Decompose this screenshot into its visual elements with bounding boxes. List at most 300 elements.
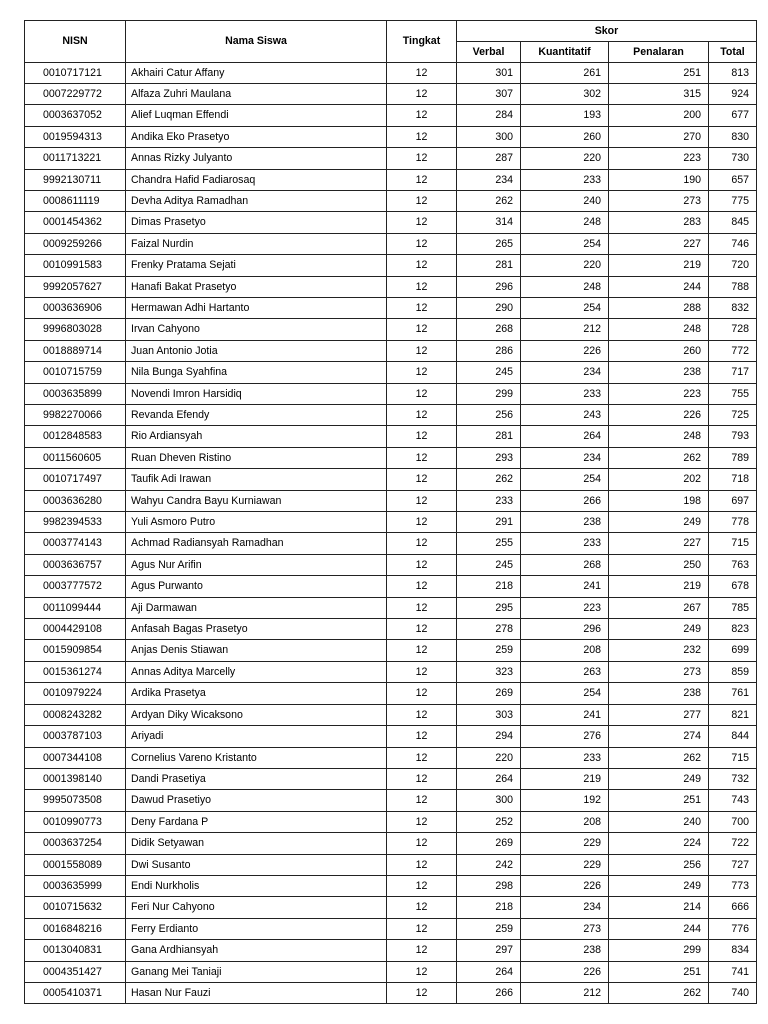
cell-total: 788 bbox=[709, 276, 757, 297]
cell-penalaran: 244 bbox=[609, 918, 709, 939]
cell-kuantitatif: 273 bbox=[521, 918, 609, 939]
cell-total: 727 bbox=[709, 854, 757, 875]
cell-total: 834 bbox=[709, 940, 757, 961]
cell-verbal: 281 bbox=[457, 255, 521, 276]
cell-verbal: 298 bbox=[457, 875, 521, 896]
table-header bbox=[25, 21, 757, 63]
cell-nama-siswa: Alief Luqman Effendi bbox=[126, 105, 387, 126]
cell-nama-siswa: Ariyadi bbox=[126, 726, 387, 747]
cell-tingkat: 12 bbox=[387, 426, 457, 447]
cell-kuantitatif: 193 bbox=[521, 105, 609, 126]
cell-nisn: 0003636280 bbox=[25, 490, 126, 511]
cell-kuantitatif: 220 bbox=[521, 148, 609, 169]
cell-nisn: 0003777572 bbox=[25, 576, 126, 597]
cell-kuantitatif: 238 bbox=[521, 512, 609, 533]
cell-tingkat: 12 bbox=[387, 683, 457, 704]
header-total: Total bbox=[709, 41, 757, 62]
cell-total: 743 bbox=[709, 790, 757, 811]
cell-penalaran: 270 bbox=[609, 126, 709, 147]
cell-nama-siswa: Ardika Prasetya bbox=[126, 683, 387, 704]
cell-verbal: 264 bbox=[457, 961, 521, 982]
cell-tingkat: 12 bbox=[387, 704, 457, 725]
cell-kuantitatif: 302 bbox=[521, 83, 609, 104]
cell-penalaran: 238 bbox=[609, 683, 709, 704]
header-penalaran: Penalaran bbox=[609, 41, 709, 62]
cell-nisn: 0016848216 bbox=[25, 918, 126, 939]
table-row bbox=[25, 833, 757, 854]
table-row bbox=[25, 726, 757, 747]
cell-penalaran: 277 bbox=[609, 704, 709, 725]
cell-penalaran: 299 bbox=[609, 940, 709, 961]
cell-total: 823 bbox=[709, 619, 757, 640]
cell-nisn: 0003774143 bbox=[25, 533, 126, 554]
cell-kuantitatif: 233 bbox=[521, 169, 609, 190]
cell-penalaran: 249 bbox=[609, 512, 709, 533]
cell-verbal: 300 bbox=[457, 126, 521, 147]
cell-penalaran: 244 bbox=[609, 276, 709, 297]
cell-tingkat: 12 bbox=[387, 554, 457, 575]
cell-total: 718 bbox=[709, 469, 757, 490]
cell-nisn: 0008243282 bbox=[25, 704, 126, 725]
table-row bbox=[25, 362, 757, 383]
cell-penalaran: 238 bbox=[609, 362, 709, 383]
cell-total: 741 bbox=[709, 961, 757, 982]
cell-verbal: 259 bbox=[457, 918, 521, 939]
cell-penalaran: 256 bbox=[609, 854, 709, 875]
cell-nama-siswa: Rio Ardiansyah bbox=[126, 426, 387, 447]
cell-verbal: 300 bbox=[457, 790, 521, 811]
table-row bbox=[25, 918, 757, 939]
cell-total: 859 bbox=[709, 661, 757, 682]
cell-kuantitatif: 233 bbox=[521, 383, 609, 404]
cell-nisn: 0001398140 bbox=[25, 768, 126, 789]
cell-tingkat: 12 bbox=[387, 854, 457, 875]
cell-nisn: 0007229772 bbox=[25, 83, 126, 104]
cell-nama-siswa: Faizal Nurdin bbox=[126, 233, 387, 254]
cell-nisn: 0019594313 bbox=[25, 126, 126, 147]
cell-verbal: 296 bbox=[457, 276, 521, 297]
cell-verbal: 256 bbox=[457, 405, 521, 426]
header-tingkat: Tingkat bbox=[387, 21, 457, 63]
cell-nama-siswa: Devha Aditya Ramadhan bbox=[126, 190, 387, 211]
cell-penalaran: 200 bbox=[609, 105, 709, 126]
cell-tingkat: 12 bbox=[387, 212, 457, 233]
cell-nama-siswa: Achmad Radiansyah Ramadhan bbox=[126, 533, 387, 554]
table-row bbox=[25, 83, 757, 104]
table-row bbox=[25, 447, 757, 468]
cell-penalaran: 190 bbox=[609, 169, 709, 190]
cell-verbal: 262 bbox=[457, 190, 521, 211]
cell-nisn: 0010979224 bbox=[25, 683, 126, 704]
cell-nama-siswa: Agus Nur Arifin bbox=[126, 554, 387, 575]
cell-nama-siswa: Annas Rizky Julyanto bbox=[126, 148, 387, 169]
cell-penalaran: 223 bbox=[609, 383, 709, 404]
cell-penalaran: 214 bbox=[609, 897, 709, 918]
table-row bbox=[25, 426, 757, 447]
cell-nisn: 0012848583 bbox=[25, 426, 126, 447]
cell-total: 715 bbox=[709, 747, 757, 768]
table-row bbox=[25, 169, 757, 190]
cell-tingkat: 12 bbox=[387, 918, 457, 939]
cell-kuantitatif: 248 bbox=[521, 276, 609, 297]
cell-tingkat: 12 bbox=[387, 469, 457, 490]
cell-nisn: 0011099444 bbox=[25, 597, 126, 618]
cell-penalaran: 223 bbox=[609, 148, 709, 169]
cell-nama-siswa: Revanda Efendy bbox=[126, 405, 387, 426]
cell-penalaran: 202 bbox=[609, 469, 709, 490]
cell-nama-siswa: Aji Darmawan bbox=[126, 597, 387, 618]
cell-penalaran: 262 bbox=[609, 447, 709, 468]
cell-kuantitatif: 238 bbox=[521, 940, 609, 961]
cell-verbal: 265 bbox=[457, 233, 521, 254]
table-row bbox=[25, 105, 757, 126]
cell-total: 717 bbox=[709, 362, 757, 383]
cell-nisn: 9982394533 bbox=[25, 512, 126, 533]
cell-total: 776 bbox=[709, 918, 757, 939]
cell-verbal: 303 bbox=[457, 704, 521, 725]
cell-total: 844 bbox=[709, 726, 757, 747]
cell-tingkat: 12 bbox=[387, 811, 457, 832]
cell-nisn: 0003637254 bbox=[25, 833, 126, 854]
cell-nama-siswa: Frenky Pratama Sejati bbox=[126, 255, 387, 276]
cell-kuantitatif: 208 bbox=[521, 811, 609, 832]
cell-tingkat: 12 bbox=[387, 169, 457, 190]
cell-nama-siswa: Anjas Denis Stiawan bbox=[126, 640, 387, 661]
cell-nisn: 0010990773 bbox=[25, 811, 126, 832]
cell-nama-siswa: Dandi Prasetiya bbox=[126, 768, 387, 789]
cell-verbal: 220 bbox=[457, 747, 521, 768]
cell-penalaran: 288 bbox=[609, 297, 709, 318]
cell-tingkat: 12 bbox=[387, 790, 457, 811]
cell-tingkat: 12 bbox=[387, 83, 457, 104]
cell-tingkat: 12 bbox=[387, 940, 457, 961]
cell-kuantitatif: 248 bbox=[521, 212, 609, 233]
cell-nisn: 0010715759 bbox=[25, 362, 126, 383]
cell-total: 772 bbox=[709, 340, 757, 361]
cell-verbal: 233 bbox=[457, 490, 521, 511]
cell-total: 746 bbox=[709, 233, 757, 254]
cell-nama-siswa: Hanafi Bakat Prasetyo bbox=[126, 276, 387, 297]
cell-nisn: 0010991583 bbox=[25, 255, 126, 276]
cell-tingkat: 12 bbox=[387, 576, 457, 597]
cell-nama-siswa: Anfasah Bagas Prasetyo bbox=[126, 619, 387, 640]
cell-total: 793 bbox=[709, 426, 757, 447]
score-table-container bbox=[24, 20, 756, 1004]
cell-nama-siswa: Gana Ardhiansyah bbox=[126, 940, 387, 961]
cell-tingkat: 12 bbox=[387, 833, 457, 854]
cell-kuantitatif: 241 bbox=[521, 704, 609, 725]
cell-verbal: 262 bbox=[457, 469, 521, 490]
cell-tingkat: 12 bbox=[387, 768, 457, 789]
table-row bbox=[25, 940, 757, 961]
cell-verbal: 252 bbox=[457, 811, 521, 832]
cell-kuantitatif: 254 bbox=[521, 469, 609, 490]
table-row bbox=[25, 190, 757, 211]
table-row bbox=[25, 790, 757, 811]
table-row bbox=[25, 897, 757, 918]
cell-tingkat: 12 bbox=[387, 362, 457, 383]
cell-nama-siswa: Annas Aditya Marcelly bbox=[126, 661, 387, 682]
cell-verbal: 299 bbox=[457, 383, 521, 404]
cell-penalaran: 240 bbox=[609, 811, 709, 832]
cell-nisn: 0008611119 bbox=[25, 190, 126, 211]
table-row bbox=[25, 640, 757, 661]
cell-nisn: 0015909854 bbox=[25, 640, 126, 661]
cell-kuantitatif: 276 bbox=[521, 726, 609, 747]
cell-penalaran: 248 bbox=[609, 319, 709, 340]
cell-total: 773 bbox=[709, 875, 757, 896]
cell-tingkat: 12 bbox=[387, 319, 457, 340]
cell-kuantitatif: 261 bbox=[521, 62, 609, 83]
cell-tingkat: 12 bbox=[387, 405, 457, 426]
cell-nama-siswa: Novendi Imron Harsidiq bbox=[126, 383, 387, 404]
cell-verbal: 287 bbox=[457, 148, 521, 169]
cell-verbal: 245 bbox=[457, 362, 521, 383]
cell-kuantitatif: 254 bbox=[521, 297, 609, 318]
table-row bbox=[25, 255, 757, 276]
cell-nisn: 0003635899 bbox=[25, 383, 126, 404]
cell-nisn: 0011560605 bbox=[25, 447, 126, 468]
cell-nama-siswa: Wahyu Candra Bayu Kurniawan bbox=[126, 490, 387, 511]
table-row bbox=[25, 619, 757, 640]
cell-nama-siswa: Agus Purwanto bbox=[126, 576, 387, 597]
cell-nisn: 0010717497 bbox=[25, 469, 126, 490]
cell-nisn: 0010717121 bbox=[25, 62, 126, 83]
cell-total: 924 bbox=[709, 83, 757, 104]
cell-tingkat: 12 bbox=[387, 982, 457, 1003]
cell-verbal: 295 bbox=[457, 597, 521, 618]
cell-total: 755 bbox=[709, 383, 757, 404]
header-kuantitatif: Kuantitatif bbox=[521, 41, 609, 62]
cell-kuantitatif: 266 bbox=[521, 490, 609, 511]
cell-kuantitatif: 226 bbox=[521, 340, 609, 361]
cell-total: 722 bbox=[709, 833, 757, 854]
cell-nisn: 0004351427 bbox=[25, 961, 126, 982]
table-body bbox=[25, 62, 757, 1004]
cell-verbal: 269 bbox=[457, 833, 521, 854]
cell-kuantitatif: 220 bbox=[521, 255, 609, 276]
cell-tingkat: 12 bbox=[387, 105, 457, 126]
score-table bbox=[24, 20, 757, 1004]
cell-nama-siswa: Ferry Erdianto bbox=[126, 918, 387, 939]
cell-kuantitatif: 254 bbox=[521, 233, 609, 254]
cell-penalaran: 248 bbox=[609, 426, 709, 447]
cell-verbal: 218 bbox=[457, 576, 521, 597]
cell-kuantitatif: 296 bbox=[521, 619, 609, 640]
table-row bbox=[25, 512, 757, 533]
cell-penalaran: 249 bbox=[609, 875, 709, 896]
cell-kuantitatif: 234 bbox=[521, 362, 609, 383]
cell-tingkat: 12 bbox=[387, 897, 457, 918]
cell-verbal: 290 bbox=[457, 297, 521, 318]
cell-penalaran: 219 bbox=[609, 255, 709, 276]
cell-total: 715 bbox=[709, 533, 757, 554]
cell-total: 732 bbox=[709, 768, 757, 789]
table-row bbox=[25, 148, 757, 169]
cell-kuantitatif: 208 bbox=[521, 640, 609, 661]
cell-kuantitatif: 212 bbox=[521, 319, 609, 340]
cell-total: 740 bbox=[709, 982, 757, 1003]
header-verbal: Verbal bbox=[457, 41, 521, 62]
cell-total: 657 bbox=[709, 169, 757, 190]
cell-nama-siswa: Chandra Hafid Fadiarosaq bbox=[126, 169, 387, 190]
cell-penalaran: 273 bbox=[609, 661, 709, 682]
cell-penalaran: 232 bbox=[609, 640, 709, 661]
cell-tingkat: 12 bbox=[387, 533, 457, 554]
cell-tingkat: 12 bbox=[387, 875, 457, 896]
cell-nama-siswa: Taufik Adi Irawan bbox=[126, 469, 387, 490]
cell-nisn: 0003636906 bbox=[25, 297, 126, 318]
cell-tingkat: 12 bbox=[387, 726, 457, 747]
cell-penalaran: 283 bbox=[609, 212, 709, 233]
cell-nisn: 0003787103 bbox=[25, 726, 126, 747]
table-row bbox=[25, 704, 757, 725]
cell-nama-siswa: Ruan Dheven Ristino bbox=[126, 447, 387, 468]
cell-total: 830 bbox=[709, 126, 757, 147]
cell-total: 821 bbox=[709, 704, 757, 725]
cell-verbal: 255 bbox=[457, 533, 521, 554]
cell-total: 785 bbox=[709, 597, 757, 618]
cell-verbal: 293 bbox=[457, 447, 521, 468]
cell-tingkat: 12 bbox=[387, 255, 457, 276]
cell-penalaran: 267 bbox=[609, 597, 709, 618]
cell-penalaran: 251 bbox=[609, 961, 709, 982]
cell-tingkat: 12 bbox=[387, 447, 457, 468]
table-row bbox=[25, 233, 757, 254]
cell-nisn: 0003637052 bbox=[25, 105, 126, 126]
cell-penalaran: 226 bbox=[609, 405, 709, 426]
cell-nama-siswa: Juan Antonio Jotia bbox=[126, 340, 387, 361]
cell-total: 720 bbox=[709, 255, 757, 276]
cell-verbal: 269 bbox=[457, 683, 521, 704]
header-nisn: NISN bbox=[25, 21, 126, 63]
cell-verbal: 314 bbox=[457, 212, 521, 233]
cell-nama-siswa: Hasan Nur Fauzi bbox=[126, 982, 387, 1003]
cell-penalaran: 315 bbox=[609, 83, 709, 104]
cell-verbal: 242 bbox=[457, 854, 521, 875]
cell-verbal: 281 bbox=[457, 426, 521, 447]
table-row bbox=[25, 533, 757, 554]
cell-kuantitatif: 263 bbox=[521, 661, 609, 682]
table-row bbox=[25, 661, 757, 682]
table-row bbox=[25, 982, 757, 1003]
cell-tingkat: 12 bbox=[387, 297, 457, 318]
table-row bbox=[25, 469, 757, 490]
cell-total: 845 bbox=[709, 212, 757, 233]
cell-verbal: 291 bbox=[457, 512, 521, 533]
cell-kuantitatif: 212 bbox=[521, 982, 609, 1003]
table-row bbox=[25, 961, 757, 982]
cell-total: 697 bbox=[709, 490, 757, 511]
table-row bbox=[25, 276, 757, 297]
cell-verbal: 264 bbox=[457, 768, 521, 789]
cell-total: 778 bbox=[709, 512, 757, 533]
cell-total: 677 bbox=[709, 105, 757, 126]
header-nama-siswa: Nama Siswa bbox=[126, 21, 387, 63]
cell-kuantitatif: 233 bbox=[521, 533, 609, 554]
cell-tingkat: 12 bbox=[387, 597, 457, 618]
cell-nama-siswa: Ardyan Diky Wicaksono bbox=[126, 704, 387, 725]
cell-penalaran: 251 bbox=[609, 62, 709, 83]
cell-nisn: 0010715632 bbox=[25, 897, 126, 918]
cell-verbal: 294 bbox=[457, 726, 521, 747]
cell-total: 832 bbox=[709, 297, 757, 318]
cell-nama-siswa: Irvan Cahyono bbox=[126, 319, 387, 340]
cell-nisn: 9996803028 bbox=[25, 319, 126, 340]
cell-verbal: 268 bbox=[457, 319, 521, 340]
cell-total: 725 bbox=[709, 405, 757, 426]
cell-nama-siswa: Dwi Susanto bbox=[126, 854, 387, 875]
cell-tingkat: 12 bbox=[387, 276, 457, 297]
cell-nisn: 0013040831 bbox=[25, 940, 126, 961]
cell-penalaran: 251 bbox=[609, 790, 709, 811]
cell-penalaran: 249 bbox=[609, 619, 709, 640]
cell-tingkat: 12 bbox=[387, 512, 457, 533]
cell-penalaran: 250 bbox=[609, 554, 709, 575]
cell-nisn: 0015361274 bbox=[25, 661, 126, 682]
cell-total: 789 bbox=[709, 447, 757, 468]
cell-nisn: 0003636757 bbox=[25, 554, 126, 575]
table-row bbox=[25, 811, 757, 832]
cell-kuantitatif: 229 bbox=[521, 854, 609, 875]
cell-verbal: 307 bbox=[457, 83, 521, 104]
cell-verbal: 245 bbox=[457, 554, 521, 575]
cell-kuantitatif: 223 bbox=[521, 597, 609, 618]
cell-tingkat: 12 bbox=[387, 190, 457, 211]
table-row bbox=[25, 768, 757, 789]
cell-penalaran: 219 bbox=[609, 576, 709, 597]
cell-kuantitatif: 192 bbox=[521, 790, 609, 811]
cell-tingkat: 12 bbox=[387, 340, 457, 361]
table-row bbox=[25, 576, 757, 597]
cell-penalaran: 198 bbox=[609, 490, 709, 511]
cell-nisn: 0001558089 bbox=[25, 854, 126, 875]
cell-kuantitatif: 268 bbox=[521, 554, 609, 575]
cell-total: 678 bbox=[709, 576, 757, 597]
cell-verbal: 323 bbox=[457, 661, 521, 682]
cell-nisn: 9992130711 bbox=[25, 169, 126, 190]
table-row bbox=[25, 62, 757, 83]
cell-kuantitatif: 240 bbox=[521, 190, 609, 211]
cell-penalaran: 273 bbox=[609, 190, 709, 211]
cell-nama-siswa: Hermawan Adhi Hartanto bbox=[126, 297, 387, 318]
cell-tingkat: 12 bbox=[387, 148, 457, 169]
cell-nisn: 0009259266 bbox=[25, 233, 126, 254]
cell-nisn: 0011713221 bbox=[25, 148, 126, 169]
cell-verbal: 286 bbox=[457, 340, 521, 361]
cell-penalaran: 262 bbox=[609, 747, 709, 768]
cell-nama-siswa: Dimas Prasetyo bbox=[126, 212, 387, 233]
cell-kuantitatif: 226 bbox=[521, 961, 609, 982]
cell-penalaran: 227 bbox=[609, 233, 709, 254]
cell-nisn: 0001454362 bbox=[25, 212, 126, 233]
cell-kuantitatif: 234 bbox=[521, 897, 609, 918]
cell-kuantitatif: 241 bbox=[521, 576, 609, 597]
cell-tingkat: 12 bbox=[387, 233, 457, 254]
table-row bbox=[25, 554, 757, 575]
cell-tingkat: 12 bbox=[387, 747, 457, 768]
cell-nama-siswa: Akhairi Catur Affany bbox=[126, 62, 387, 83]
cell-total: 666 bbox=[709, 897, 757, 918]
cell-tingkat: 12 bbox=[387, 961, 457, 982]
cell-verbal: 234 bbox=[457, 169, 521, 190]
cell-tingkat: 12 bbox=[387, 640, 457, 661]
table-row bbox=[25, 683, 757, 704]
cell-verbal: 284 bbox=[457, 105, 521, 126]
cell-total: 699 bbox=[709, 640, 757, 661]
cell-total: 761 bbox=[709, 683, 757, 704]
cell-penalaran: 260 bbox=[609, 340, 709, 361]
